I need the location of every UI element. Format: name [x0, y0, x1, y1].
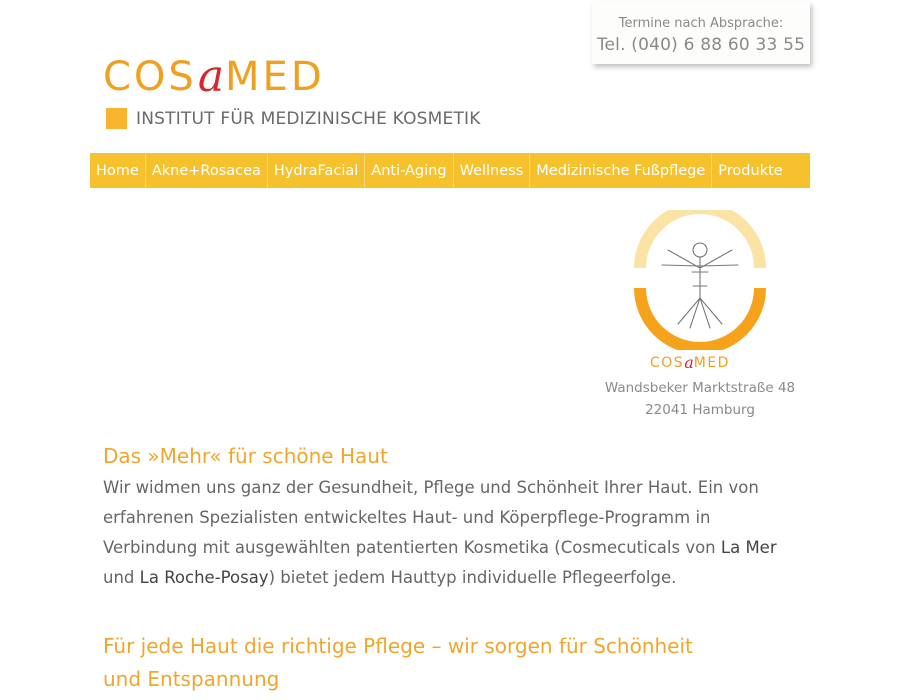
phone-number[interactable]: Tel. (040) 6 88 60 33 55: [596, 35, 806, 55]
tagline-text: INSTITUT FÜR MEDIZINISCHE KOSMETIK: [136, 108, 481, 129]
intro-text-part1: Wir widmen uns ganz der Gesundheit, Pflege und Schönheit Ihrer Haut. Ein von erfahrenen Spezialisten entwickeltes Haut- und Köperpflege-Programm in Verbindung mit ausgewählten patentierten Kosmetika (Cosmecuticals von: [103, 478, 759, 557]
appointment-note: Termine nach Absprache:: [618, 16, 784, 31]
nav-item-wellness[interactable]: Wellness: [454, 153, 531, 188]
intro-text-part3: ) bietet jedem Hauttyp individuelle Pflegeerfolge.: [268, 568, 677, 587]
address: [600, 377, 800, 421]
emblem-logo-suffix: MED: [693, 355, 730, 371]
logo-middle: a: [197, 51, 225, 102]
intro-text-part2: und: [103, 568, 140, 587]
emblem-logo-prefix: COS: [650, 355, 685, 371]
contact-box: [592, 2, 810, 64]
address-street: Wandsbeker Marktstraße 48: [604, 380, 796, 396]
address-city: 22041 Hamburg: [645, 402, 755, 418]
site-logo[interactable]: [103, 51, 325, 102]
intro-paragraph: [103, 473, 793, 593]
main-navigation: [90, 153, 810, 188]
logo-suffix: MED: [225, 54, 325, 100]
nav-item-akne-rosacea[interactable]: Akne+Rosacea: [146, 153, 268, 188]
emblem-logo-middle: a: [684, 353, 694, 372]
emblem-logo: [650, 352, 730, 372]
tagline: [106, 108, 481, 129]
nav-item-medizinische-fusspflege[interactable]: Medizinische Fußpflege: [530, 153, 712, 188]
vitruvian-man-icon: [630, 210, 770, 350]
nav-item-hydrafacial[interactable]: HydraFacial: [268, 153, 365, 188]
nav-item-produkte[interactable]: Produkte: [718, 162, 783, 179]
link-la-mer[interactable]: La Mer: [720, 538, 777, 557]
section-heading-care: Für jede Haut die richtige Pflege – wir sorgen für Schönheit und Entspannung: [103, 634, 693, 691]
link-la-roche-posay[interactable]: La Roche-Posay: [139, 568, 269, 587]
section-heading-intro: Das »Mehr« für schöne Haut: [103, 444, 388, 468]
logo-prefix: COS: [103, 54, 197, 100]
tagline-square-icon: [106, 108, 127, 129]
nav-item-anti-aging[interactable]: Anti-Aging: [365, 153, 453, 188]
nav-item-home[interactable]: Home: [90, 153, 146, 188]
